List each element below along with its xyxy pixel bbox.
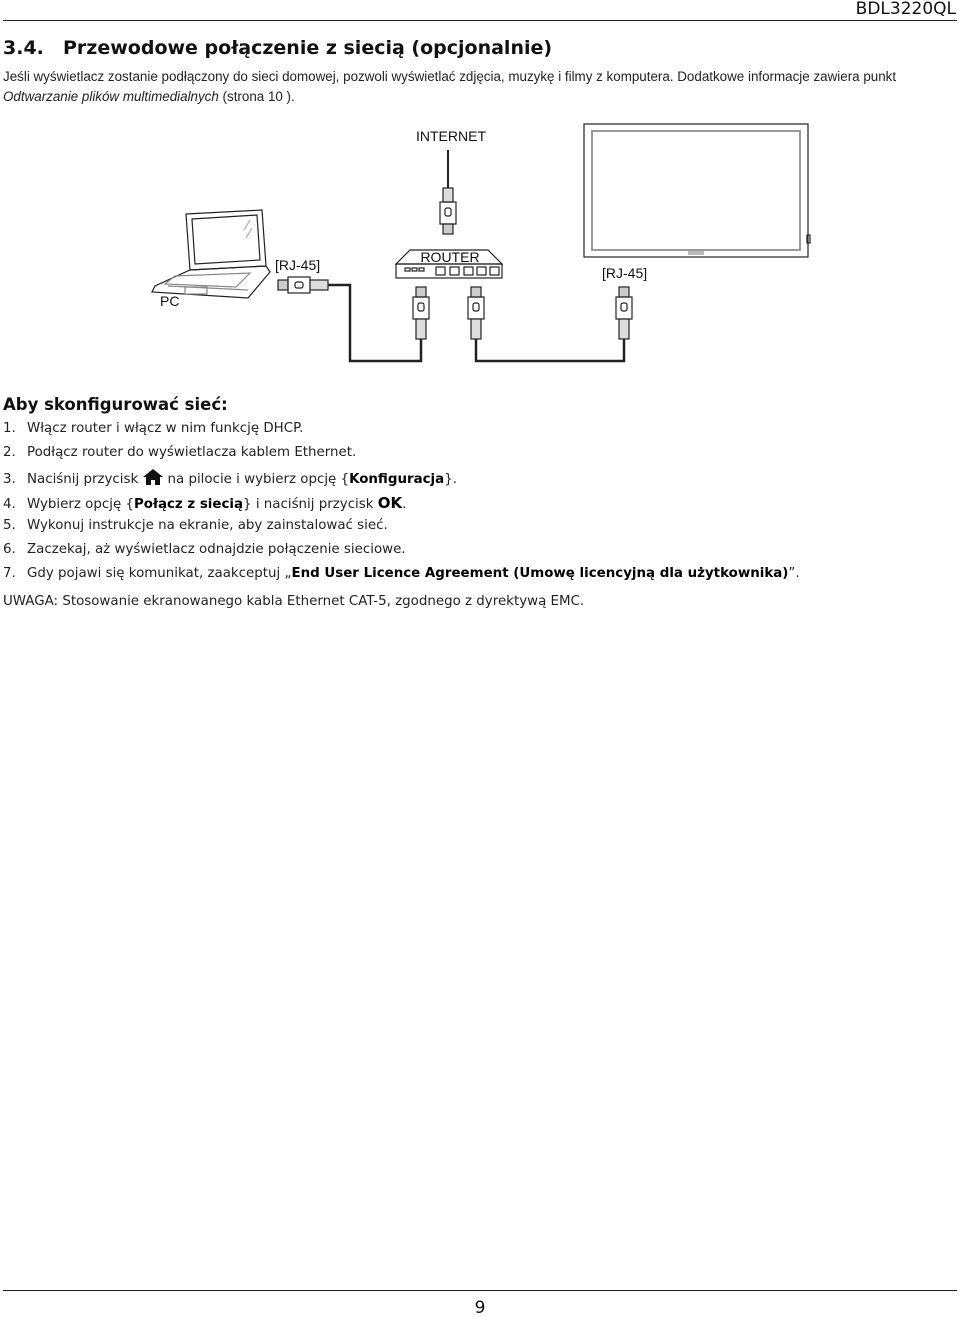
laptop-pc — [152, 210, 270, 298]
cable-pc-router — [328, 285, 421, 361]
step-text: Naciśnij przycisk — [27, 472, 143, 487]
intro-page-ref: (strona 10 ). — [218, 89, 295, 104]
step-text: . — [402, 497, 407, 512]
step-6 — [3, 542, 406, 557]
section-title-text: Przewodowe połączenie z siecią (opcjonalnie) — [63, 37, 553, 59]
display-monitor — [584, 124, 810, 257]
footer-rule — [3, 1290, 957, 1291]
step-number: 7. — [3, 566, 16, 581]
display-plug — [616, 287, 632, 339]
model-name: BDL3220QL — [855, 0, 956, 19]
router-plug-2 — [468, 287, 484, 339]
step-3 — [3, 469, 457, 487]
step-text: Wybierz opcję { — [27, 497, 134, 512]
label-pc: PC — [160, 293, 180, 309]
step-2 — [3, 445, 356, 460]
menu-option-polacz: Połącz z siecią — [133, 497, 244, 512]
step-number: 6. — [3, 542, 16, 557]
home-icon — [143, 469, 163, 485]
note-text: : Stosowanie ekranowanego kabla Ethernet CAT-5, zgodnego z dyrektywą EMC. — [53, 594, 585, 609]
menu-option-konfiguracja: Konfiguracja — [349, 472, 445, 487]
intro-line-1: Jeśli wyświetlacz zostanie podłączony do sieci domowej, pozwoli wyświetlać zdjęcia, muzykę i filmy z komputera. Dodatkowe informacje zawiera punkt — [3, 69, 897, 84]
step-text: Podłącz router do wyświetlacza kablem Ethernet. — [27, 445, 357, 460]
step-text: Gdy pojawi się komunikat, zaakceptuj „ — [27, 566, 292, 581]
note-label: UWAGA — [3, 594, 54, 609]
label-internet: INTERNET — [416, 128, 486, 144]
router-plug-1 — [413, 287, 429, 339]
step-5 — [3, 518, 388, 533]
step-number: 3. — [3, 472, 16, 487]
step-number: 5. — [3, 518, 16, 533]
label-router: ROUTER — [420, 249, 480, 265]
ok-button-label: OK — [377, 494, 403, 512]
step-text: na pilocie i wybierz opcję { — [167, 472, 350, 487]
step-number: 1. — [3, 421, 16, 436]
eula-name: End User Licence Agreement (Umowę licencyjną dla użytkownika) — [291, 566, 789, 581]
page-number: 9 — [474, 1298, 486, 1317]
step-number: 2. — [3, 445, 16, 460]
internet-plug — [440, 188, 456, 234]
network-diagram — [0, 0, 960, 380]
cable-router-display — [476, 339, 624, 361]
step-text: } i naciśnij przycisk — [243, 497, 378, 512]
section-number: 3.4. — [3, 37, 44, 59]
step-text: }. — [444, 472, 457, 487]
step-text: Włącz router i włącz w nim funkcję DHCP. — [27, 421, 304, 436]
note — [3, 594, 584, 609]
label-rj45-right: [RJ-45] — [602, 265, 648, 281]
label-rj45-left: [RJ-45] — [275, 257, 321, 273]
step-text: ”. — [788, 566, 800, 581]
step-number: 4. — [3, 497, 16, 512]
step-7 — [3, 566, 800, 581]
step-1 — [3, 421, 303, 436]
intro-link[interactable]: Odtwarzanie plików multimedialnych — [3, 89, 219, 104]
setup-heading: Aby skonfigurować sieć: — [3, 395, 228, 414]
step-text: Zaczekaj, aż wyświetlacz odnajdzie połączenie sieciowe. — [27, 542, 406, 557]
pc-plug — [278, 277, 328, 293]
step-text: Wykonuj instrukcje na ekranie, aby zainstalować sieć. — [27, 518, 388, 533]
step-4 — [3, 494, 406, 512]
